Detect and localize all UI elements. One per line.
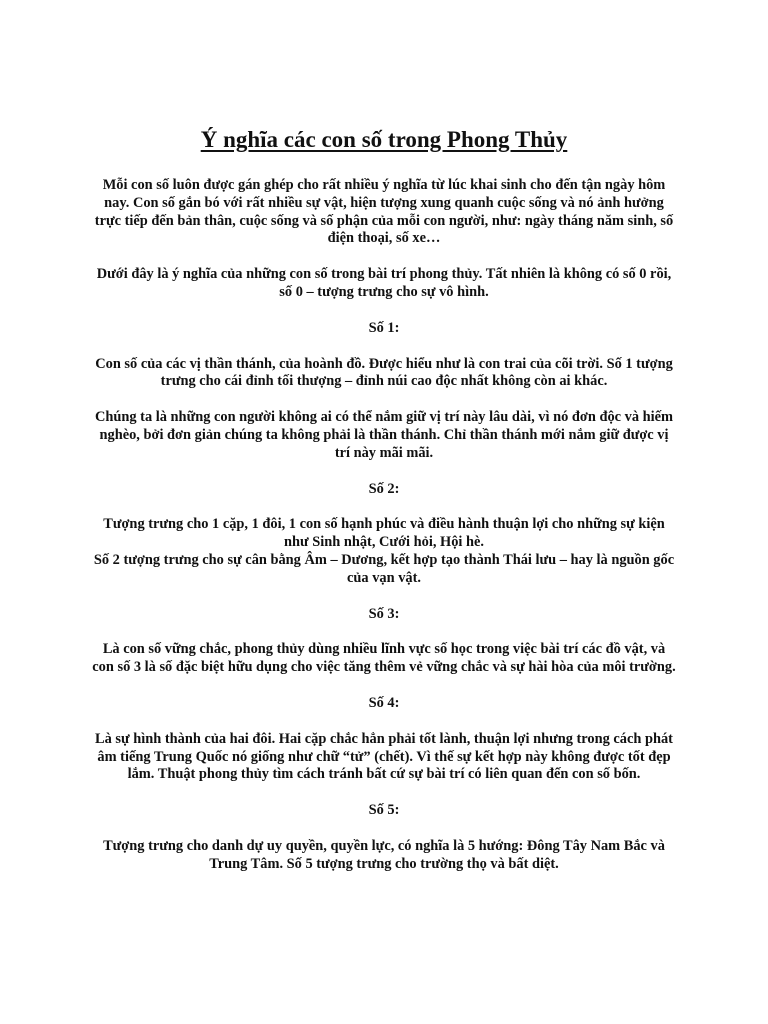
section-heading-so-3: Số 3: xyxy=(368,605,400,622)
section-heading-so-2: Số 2: xyxy=(368,480,400,497)
section-so-2-paragraph xyxy=(92,516,676,587)
section-so-3-paragraph: Là con số vững chắc, phong thủy dùng nhiều lĩnh vực số học trong việc bài trí các đồ vật, và con số 3 là số đặc biệt hữu dụng cho việc tăng thêm vẻ vững chắc và sự hài hòa của môi trường. xyxy=(92,641,676,676)
section-so-2-line-1: Tượng trưng cho 1 cặp, 1 đôi, 1 con số hạnh phúc và điều hành thuận lợi cho những sự kiện như Sinh nhật, Cưới hỏi, Hội hè. xyxy=(103,516,665,551)
section-heading-so-4: Số 4: xyxy=(368,694,400,711)
section-heading-so-5: Số 5: xyxy=(368,802,400,819)
section-so-4-paragraph: Là sự hình thành của hai đôi. Hai cặp chắc hẳn phải tốt lành, thuận lợi nhưng trong cách phát âm tiếng Trung Quốc nó giống như chữ “tử” (chết). Vì thế sự kết hợp này không được tốt đẹp lắm. Thuật phong thủy tìm cách tránh bất cứ sự bài trí có liên quan đến con số bốn. xyxy=(95,730,673,783)
section-so-1-paragraph-1: Con số của các vị thần thánh, của hoành đồ. Được hiểu như là con trai của cõi trời. Số 1 tượng trưng cho cái đỉnh tối thượng – đỉnh núi cao độc nhất không còn ai khác. xyxy=(95,355,673,390)
section-so-5-paragraph: Tượng trưng cho danh dự uy quyền, quyền lực, có nghĩa là 5 hướng: Đông Tây Nam Bắc và Trung Tâm. Số 5 tượng trưng cho trường thọ và bất diệt. xyxy=(103,837,665,872)
intro-paragraph-1: Mỗi con số luôn được gán ghép cho rất nhiều ý nghĩa từ lúc khai sinh cho đến tận ngày hôm nay. Con số gắn bó với rất nhiều sự vật, hiện tượng xung quanh cuộc sống và nó ảnh hưởng trực tiếp đến bản thân, cuộc sống và số phận của mỗi con người, như: ngày tháng năm sinh, số điện thoại, số xe… xyxy=(94,177,674,247)
section-so-1-paragraph-2: Chúng ta là những con người không ai có thể nắm giữ vị trí này lâu dài, vì nó đơn độc và hiếm nghèo, bởi đơn giản chúng ta không phải là thần thánh. Chỉ thần thánh mới nắm giữ được vị trí này mãi mãi. xyxy=(94,409,673,461)
intro-paragraph-2: Dưới đây là ý nghĩa của những con số trong bài trí phong thủy. Tất nhiên là không có số 0 rồi, số 0 – tượng trưng cho sự vô hình. xyxy=(96,266,672,300)
document-title: Ý nghĩa các con số trong Phong Thủy xyxy=(200,127,568,152)
section-heading-so-1: Số 1: xyxy=(368,319,400,336)
document-page xyxy=(92,124,676,892)
section-so-2-line-2: Số 2 tượng trưng cho sự cân bằng Âm – Dương, kết hợp tạo thành Thái lưu – hay là nguồn gốc của vạn vật. xyxy=(93,551,675,586)
